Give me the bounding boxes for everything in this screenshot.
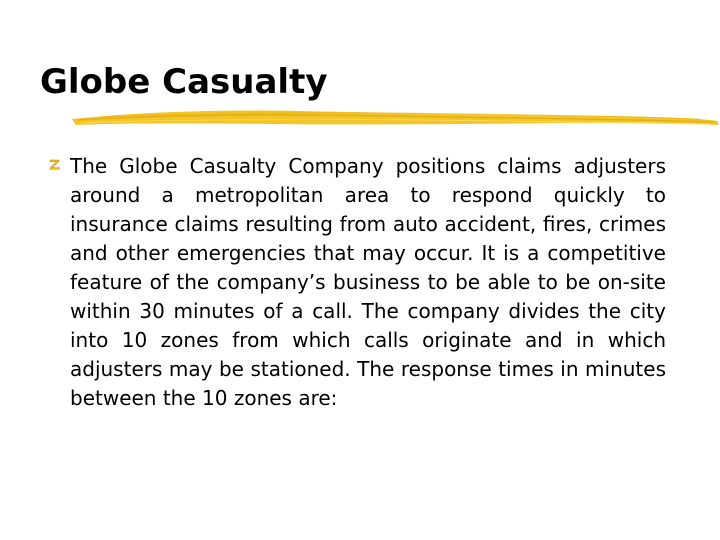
z-bullet-icon [48,157,62,171]
body-paragraph: The Globe Casualty Company positions claims adjusters around a metropolitan area to respond quickly to insurance claims resulting from auto accident, fires, crimes and other emergencies that may occur. It is a competitive feature of the company’s business to be able to be on-site within 30 minutes of a call. The company divides the city into 10 zones from which calls originate and in which adjusters may be stationed. The response times in minutes between the 10 zones are: [70,154,666,410]
title-underline-brushstroke [70,100,720,136]
slide-title: Globe Casualty [40,62,328,102]
